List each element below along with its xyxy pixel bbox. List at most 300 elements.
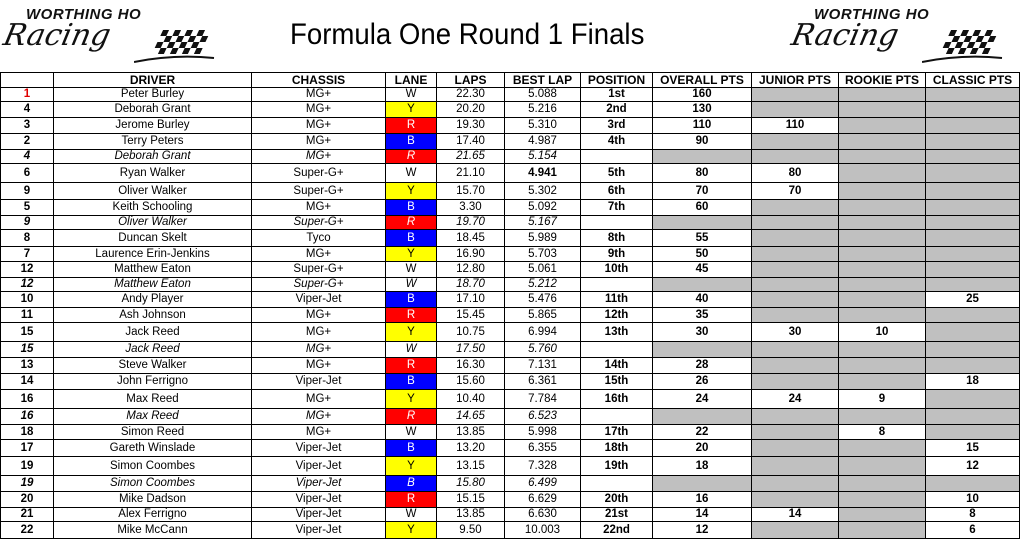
table-row [1, 150, 1020, 164]
cell-best-lap: 5.061 [505, 262, 581, 278]
cell-rookie-pts [839, 508, 926, 522]
cell-driver: Max Reed [54, 409, 252, 425]
cell-number: 4 [1, 102, 54, 118]
cell-overall-pts: 60 [653, 200, 752, 216]
cell-best-lap: 10.003 [505, 522, 581, 539]
cell-lane: Y [386, 247, 437, 262]
cell-laps: 20.20 [437, 102, 505, 118]
cell-rookie-pts [839, 358, 926, 374]
col-header-lane: LANE [386, 73, 437, 88]
cell-classic-pts [926, 183, 1020, 200]
col-header-driver: DRIVER [54, 73, 252, 88]
table-row [1, 476, 1020, 492]
cell-best-lap: 5.760 [505, 342, 581, 358]
cell-position [581, 150, 653, 164]
cell-junior-pts [752, 440, 839, 457]
table-row [1, 278, 1020, 292]
cell-junior-pts: 110 [752, 118, 839, 134]
cell-number: 1 [1, 88, 54, 102]
cell-number: 13 [1, 358, 54, 374]
cell-lane: R [386, 492, 437, 508]
cell-rookie-pts [839, 88, 926, 102]
cell-lane: B [386, 230, 437, 247]
cell-best-lap: 6.499 [505, 476, 581, 492]
cell-rookie-pts [839, 230, 926, 247]
cell-chassis: MG+ [252, 88, 386, 102]
cell-number: 2 [1, 134, 54, 150]
cell-rookie-pts [839, 476, 926, 492]
cell-chassis: MG+ [252, 102, 386, 118]
cell-classic-pts [926, 134, 1020, 150]
cell-chassis: Super-G+ [252, 164, 386, 183]
cell-best-lap: 5.216 [505, 102, 581, 118]
cell-driver: Jack Reed [54, 323, 252, 342]
cell-classic-pts [926, 358, 1020, 374]
cell-junior-pts [752, 200, 839, 216]
cell-best-lap: 5.865 [505, 308, 581, 323]
cell-classic-pts: 12 [926, 457, 1020, 476]
checkered-flag-icon [134, 28, 226, 66]
cell-driver: Simon Coombes [54, 457, 252, 476]
cell-junior-pts [752, 342, 839, 358]
cell-chassis: MG+ [252, 425, 386, 440]
cell-position: 2nd [581, 102, 653, 118]
cell-position: 13th [581, 323, 653, 342]
cell-best-lap: 5.476 [505, 292, 581, 308]
cell-position: 7th [581, 200, 653, 216]
table-row [1, 230, 1020, 247]
cell-chassis: Viper-Jet [252, 476, 386, 492]
cell-chassis: Tyco [252, 230, 386, 247]
cell-chassis: MG+ [252, 390, 386, 409]
cell-rookie-pts: 9 [839, 390, 926, 409]
cell-classic-pts [926, 278, 1020, 292]
cell-chassis: MG+ [252, 342, 386, 358]
table-row [1, 292, 1020, 308]
cell-junior-pts: 30 [752, 323, 839, 342]
cell-chassis: Viper-Jet [252, 457, 386, 476]
cell-junior-pts [752, 230, 839, 247]
cell-chassis: MG+ [252, 150, 386, 164]
cell-laps: 3.30 [437, 200, 505, 216]
cell-overall-pts: 160 [653, 88, 752, 102]
col-header-chassis: CHASSIS [252, 73, 386, 88]
cell-classic-pts: 18 [926, 374, 1020, 390]
cell-overall-pts [653, 476, 752, 492]
cell-driver: Deborah Grant [54, 102, 252, 118]
cell-chassis: Viper-Jet [252, 374, 386, 390]
cell-lane: B [386, 440, 437, 457]
cell-number: 19 [1, 457, 54, 476]
cell-laps: 19.70 [437, 216, 505, 230]
cell-laps: 14.65 [437, 409, 505, 425]
cell-overall-pts: 90 [653, 134, 752, 150]
cell-junior-pts: 24 [752, 390, 839, 409]
cell-best-lap: 5.154 [505, 150, 581, 164]
cell-laps: 10.40 [437, 390, 505, 409]
cell-overall-pts: 130 [653, 102, 752, 118]
cell-lane: W [386, 278, 437, 292]
cell-classic-pts [926, 118, 1020, 134]
cell-junior-pts [752, 292, 839, 308]
cell-lane: R [386, 409, 437, 425]
cell-number: 6 [1, 164, 54, 183]
cell-number: 20 [1, 492, 54, 508]
cell-best-lap: 6.630 [505, 508, 581, 522]
cell-rookie-pts [839, 247, 926, 262]
cell-junior-pts [752, 134, 839, 150]
cell-rookie-pts [839, 102, 926, 118]
table-row [1, 134, 1020, 150]
cell-classic-pts [926, 409, 1020, 425]
cell-driver: Gareth Winslade [54, 440, 252, 457]
cell-chassis: MG+ [252, 134, 386, 150]
cell-lane: B [386, 134, 437, 150]
cell-overall-pts: 70 [653, 183, 752, 200]
logo-left [0, 6, 234, 68]
cell-lane: W [386, 262, 437, 278]
cell-overall-pts: 40 [653, 292, 752, 308]
cell-driver: Matthew Eaton [54, 278, 252, 292]
cell-rookie-pts [839, 292, 926, 308]
cell-position: 22nd [581, 522, 653, 539]
cell-lane: R [386, 118, 437, 134]
table-row [1, 425, 1020, 440]
cell-best-lap: 5.212 [505, 278, 581, 292]
cell-lane: B [386, 200, 437, 216]
col-header-position: POSITION [581, 73, 653, 88]
cell-rookie-pts [839, 262, 926, 278]
cell-driver: Steve Walker [54, 358, 252, 374]
cell-overall-pts [653, 409, 752, 425]
cell-classic-pts [926, 200, 1020, 216]
cell-chassis: Super-G+ [252, 183, 386, 200]
logo-text-top: WORTHING HO [814, 6, 930, 23]
cell-lane: Y [386, 522, 437, 539]
cell-classic-pts [926, 164, 1020, 183]
cell-position: 5th [581, 164, 653, 183]
cell-overall-pts: 12 [653, 522, 752, 539]
cell-rookie-pts [839, 118, 926, 134]
table-row [1, 102, 1020, 118]
cell-laps: 17.10 [437, 292, 505, 308]
cell-laps: 15.60 [437, 374, 505, 390]
cell-number: 9 [1, 216, 54, 230]
cell-chassis: MG+ [252, 200, 386, 216]
cell-overall-pts: 45 [653, 262, 752, 278]
cell-overall-pts: 14 [653, 508, 752, 522]
cell-junior-pts [752, 247, 839, 262]
table-row [1, 183, 1020, 200]
cell-lane: W [386, 88, 437, 102]
cell-driver: Ryan Walker [54, 164, 252, 183]
cell-number: 14 [1, 374, 54, 390]
cell-overall-pts: 110 [653, 118, 752, 134]
cell-chassis: Viper-Jet [252, 522, 386, 539]
cell-overall-pts: 22 [653, 425, 752, 440]
table-row [1, 262, 1020, 278]
table-header-row [1, 73, 1020, 88]
cell-classic-pts [926, 425, 1020, 440]
cell-classic-pts [926, 216, 1020, 230]
cell-rookie-pts [839, 492, 926, 508]
table-row [1, 342, 1020, 358]
cell-classic-pts: 10 [926, 492, 1020, 508]
cell-laps: 13.85 [437, 425, 505, 440]
table-row [1, 457, 1020, 476]
cell-best-lap: 7.784 [505, 390, 581, 409]
cell-laps: 17.50 [437, 342, 505, 358]
cell-best-lap: 6.361 [505, 374, 581, 390]
cell-junior-pts: 80 [752, 164, 839, 183]
cell-number: 18 [1, 425, 54, 440]
cell-number: 17 [1, 440, 54, 457]
cell-rookie-pts [839, 374, 926, 390]
cell-classic-pts [926, 308, 1020, 323]
cell-lane: B [386, 374, 437, 390]
cell-driver: Alex Ferrigno [54, 508, 252, 522]
cell-classic-pts [926, 150, 1020, 164]
col-header-classic-pts: CLASSIC PTS [926, 73, 1020, 88]
cell-laps: 15.80 [437, 476, 505, 492]
cell-number: 8 [1, 230, 54, 247]
table-row [1, 88, 1020, 102]
cell-position: 15th [581, 374, 653, 390]
cell-rookie-pts [839, 457, 926, 476]
cell-driver: Jerome Burley [54, 118, 252, 134]
cell-best-lap: 5.998 [505, 425, 581, 440]
table-row [1, 440, 1020, 457]
cell-chassis: MG+ [252, 308, 386, 323]
cell-rookie-pts [839, 522, 926, 539]
cell-overall-pts [653, 150, 752, 164]
logo-text-top: WORTHING HO [26, 6, 142, 23]
cell-position: 16th [581, 390, 653, 409]
cell-lane: R [386, 150, 437, 164]
cell-driver: Oliver Walker [54, 216, 252, 230]
col-header-junior-pts: JUNIOR PTS [752, 73, 839, 88]
col-header-laps: LAPS [437, 73, 505, 88]
cell-chassis: Super-G+ [252, 262, 386, 278]
cell-position: 21st [581, 508, 653, 522]
cell-junior-pts [752, 409, 839, 425]
cell-driver: Peter Burley [54, 88, 252, 102]
cell-rookie-pts [839, 278, 926, 292]
cell-number: 16 [1, 409, 54, 425]
cell-position: 17th [581, 425, 653, 440]
cell-driver: Laurence Erin-Jenkins [54, 247, 252, 262]
cell-overall-pts: 18 [653, 457, 752, 476]
cell-number: 4 [1, 150, 54, 164]
cell-junior-pts [752, 358, 839, 374]
cell-number: 21 [1, 508, 54, 522]
cell-junior-pts: 14 [752, 508, 839, 522]
cell-junior-pts [752, 457, 839, 476]
table-row [1, 118, 1020, 134]
cell-position: 12th [581, 308, 653, 323]
cell-chassis: MG+ [252, 247, 386, 262]
cell-junior-pts [752, 476, 839, 492]
cell-laps: 15.45 [437, 308, 505, 323]
cell-classic-pts: 15 [926, 440, 1020, 457]
cell-position: 8th [581, 230, 653, 247]
cell-lane: R [386, 216, 437, 230]
cell-driver: Keith Schooling [54, 200, 252, 216]
cell-rookie-pts [839, 134, 926, 150]
cell-driver: Mike McCann [54, 522, 252, 539]
cell-driver: John Ferrigno [54, 374, 252, 390]
cell-best-lap: 6.629 [505, 492, 581, 508]
cell-overall-pts [653, 216, 752, 230]
logo-right [788, 6, 1020, 68]
cell-position [581, 216, 653, 230]
cell-number: 19 [1, 476, 54, 492]
table-row [1, 247, 1020, 262]
cell-lane: R [386, 358, 437, 374]
cell-rookie-pts [839, 150, 926, 164]
cell-classic-pts [926, 88, 1020, 102]
cell-rookie-pts: 10 [839, 323, 926, 342]
cell-classic-pts: 25 [926, 292, 1020, 308]
cell-lane: R [386, 308, 437, 323]
cell-junior-pts [752, 492, 839, 508]
table-row [1, 323, 1020, 342]
cell-junior-pts [752, 374, 839, 390]
cell-overall-pts: 26 [653, 374, 752, 390]
cell-chassis: MG+ [252, 118, 386, 134]
cell-laps: 16.30 [437, 358, 505, 374]
table-row [1, 492, 1020, 508]
cell-laps: 13.20 [437, 440, 505, 457]
results-table [0, 72, 1020, 539]
logo-text-script: Racing [788, 18, 902, 53]
cell-overall-pts: 50 [653, 247, 752, 262]
cell-junior-pts [752, 216, 839, 230]
cell-number: 9 [1, 183, 54, 200]
cell-best-lap: 4.941 [505, 164, 581, 183]
cell-chassis: Super-G+ [252, 216, 386, 230]
cell-number: 11 [1, 308, 54, 323]
cell-laps: 13.15 [437, 457, 505, 476]
col-header-rookie-pts: ROOKIE PTS [839, 73, 926, 88]
cell-best-lap: 6.355 [505, 440, 581, 457]
cell-driver: Deborah Grant [54, 150, 252, 164]
cell-junior-pts [752, 150, 839, 164]
cell-chassis: Super-G+ [252, 278, 386, 292]
cell-driver: Max Reed [54, 390, 252, 409]
cell-number: 10 [1, 292, 54, 308]
cell-rookie-pts [839, 440, 926, 457]
cell-chassis: MG+ [252, 323, 386, 342]
cell-classic-pts [926, 323, 1020, 342]
table-row [1, 374, 1020, 390]
cell-lane: Y [386, 323, 437, 342]
cell-overall-pts: 28 [653, 358, 752, 374]
cell-lane: W [386, 508, 437, 522]
col-header-best-lap: BEST LAP [505, 73, 581, 88]
cell-rookie-pts [839, 164, 926, 183]
cell-lane: W [386, 425, 437, 440]
cell-number: 16 [1, 390, 54, 409]
cell-laps: 18.45 [437, 230, 505, 247]
cell-best-lap: 5.989 [505, 230, 581, 247]
cell-driver: Jack Reed [54, 342, 252, 358]
cell-best-lap: 6.994 [505, 323, 581, 342]
cell-best-lap: 5.088 [505, 88, 581, 102]
cell-chassis: MG+ [252, 358, 386, 374]
cell-classic-pts [926, 390, 1020, 409]
cell-overall-pts [653, 342, 752, 358]
cell-classic-pts: 6 [926, 522, 1020, 539]
cell-number: 5 [1, 200, 54, 216]
cell-junior-pts [752, 262, 839, 278]
cell-junior-pts [752, 278, 839, 292]
table-row [1, 390, 1020, 409]
cell-rookie-pts [839, 200, 926, 216]
cell-overall-pts: 55 [653, 230, 752, 247]
cell-position: 20th [581, 492, 653, 508]
cell-laps: 15.15 [437, 492, 505, 508]
cell-driver: Ash Johnson [54, 308, 252, 323]
cell-number: 3 [1, 118, 54, 134]
cell-laps: 21.10 [437, 164, 505, 183]
cell-rookie-pts [839, 308, 926, 323]
cell-junior-pts [752, 308, 839, 323]
cell-best-lap: 7.131 [505, 358, 581, 374]
cell-laps: 18.70 [437, 278, 505, 292]
cell-junior-pts: 70 [752, 183, 839, 200]
cell-position: 10th [581, 262, 653, 278]
cell-lane: Y [386, 457, 437, 476]
cell-lane: W [386, 342, 437, 358]
cell-junior-pts [752, 102, 839, 118]
cell-driver: Mike Dadson [54, 492, 252, 508]
cell-laps: 17.40 [437, 134, 505, 150]
cell-laps: 13.85 [437, 508, 505, 522]
cell-rookie-pts [839, 216, 926, 230]
cell-driver: Duncan Skelt [54, 230, 252, 247]
cell-laps: 10.75 [437, 323, 505, 342]
cell-overall-pts: 80 [653, 164, 752, 183]
cell-junior-pts [752, 522, 839, 539]
cell-driver: Andy Player [54, 292, 252, 308]
table-row [1, 522, 1020, 539]
cell-driver: Matthew Eaton [54, 262, 252, 278]
cell-driver: Oliver Walker [54, 183, 252, 200]
cell-laps: 15.70 [437, 183, 505, 200]
cell-classic-pts [926, 247, 1020, 262]
table-row [1, 409, 1020, 425]
cell-classic-pts [926, 342, 1020, 358]
cell-laps: 16.90 [437, 247, 505, 262]
cell-position: 6th [581, 183, 653, 200]
cell-rookie-pts [839, 409, 926, 425]
cell-laps: 12.80 [437, 262, 505, 278]
cell-position: 4th [581, 134, 653, 150]
cell-chassis: Viper-Jet [252, 292, 386, 308]
cell-best-lap: 5.092 [505, 200, 581, 216]
cell-chassis: MG+ [252, 409, 386, 425]
cell-position [581, 342, 653, 358]
table-row [1, 508, 1020, 522]
cell-junior-pts [752, 88, 839, 102]
page-title: Formula One Round 1 Finals [290, 18, 645, 51]
cell-classic-pts [926, 476, 1020, 492]
cell-best-lap: 7.328 [505, 457, 581, 476]
cell-chassis: Viper-Jet [252, 492, 386, 508]
cell-overall-pts: 16 [653, 492, 752, 508]
cell-number: 15 [1, 323, 54, 342]
